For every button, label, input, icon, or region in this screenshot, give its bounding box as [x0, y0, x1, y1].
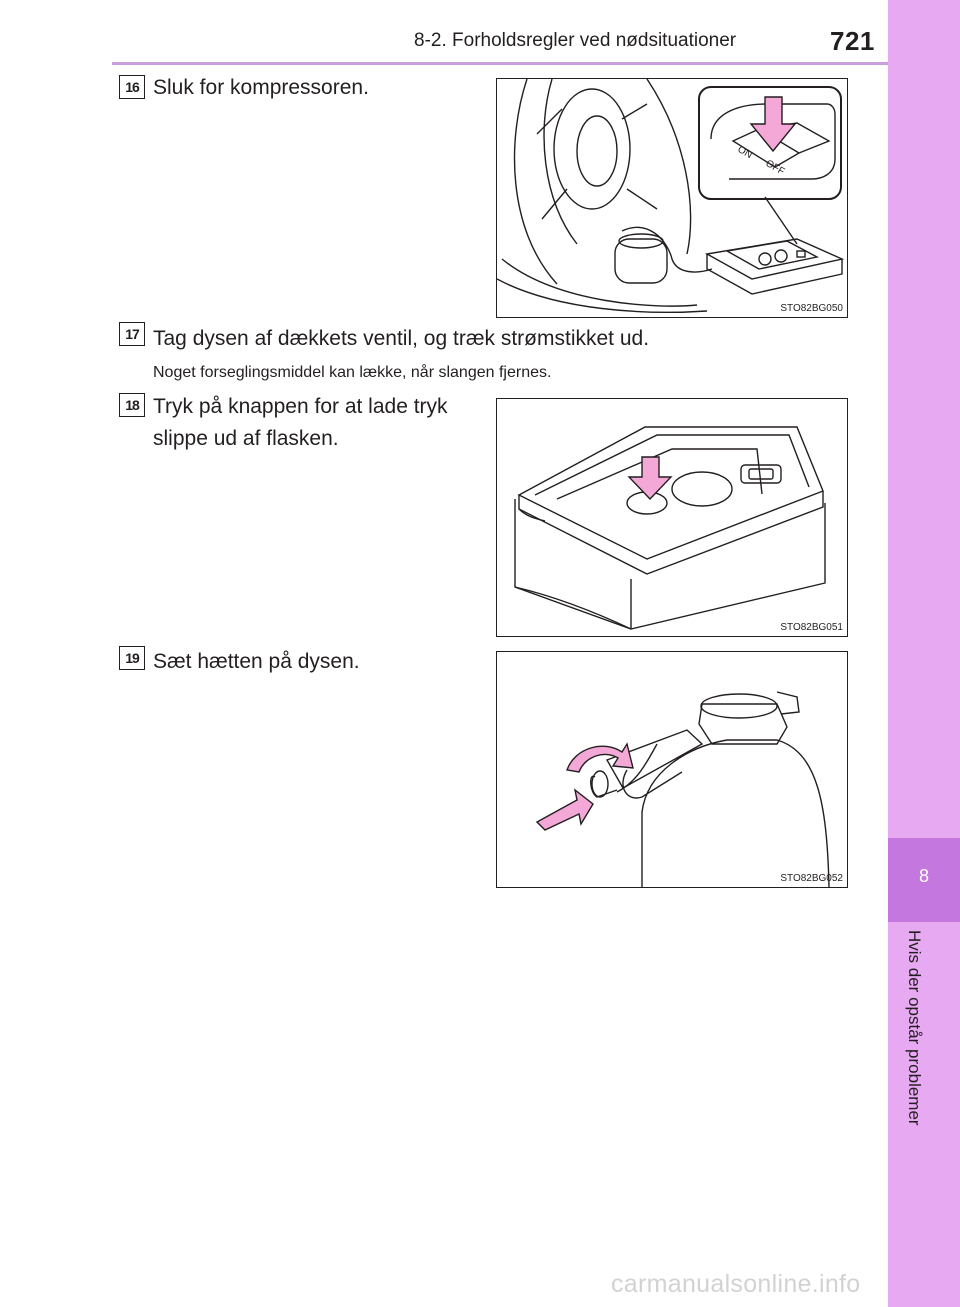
step-16-badge: 16: [119, 75, 145, 99]
chapter-title: Hvis der opstår problemer: [905, 930, 924, 1126]
figure-code: STO82BG051: [780, 622, 843, 633]
figure-cap-nozzle: [496, 651, 848, 888]
figure-pressure-release: [496, 398, 848, 637]
cap-nozzle-illustration: [497, 652, 847, 887]
step-18-text-line2: slippe ud af flasken.: [153, 427, 339, 450]
step-16-text: Sluk for kompressoren.: [153, 76, 369, 99]
push-arrow-icon: [537, 790, 593, 830]
chapter-side-tab: [888, 0, 960, 1307]
step-17-text: Tag dysen af dækkets ventil, og træk strømstikket ud.: [153, 327, 650, 350]
rotate-arrow-icon: [567, 744, 633, 772]
pressure-release-illustration: [497, 399, 847, 636]
switch-on-label: ON: [735, 144, 754, 162]
press-arrow-icon: [751, 97, 795, 151]
step-18-badge: 18: [119, 393, 145, 417]
switch-off-label: OFF: [763, 158, 787, 178]
compressor-switch-illustration: [497, 79, 847, 317]
section-header: 8-2. Forholdsregler ved nødsituationer: [414, 30, 737, 51]
figure-code: STO82BG052: [780, 873, 843, 884]
step-18-text-line1: Tryk på knappen for at lade tryk: [153, 395, 448, 418]
figure-compressor-switch: [496, 78, 848, 318]
step-19-text: Sæt hætten på dysen.: [153, 650, 360, 673]
header-divider: [112, 62, 888, 65]
step-19-badge: 19: [119, 646, 145, 670]
figure-code: STO82BG050: [780, 303, 843, 314]
press-arrow-icon: [629, 457, 671, 499]
watermark: carmanualsonline.info: [611, 1270, 861, 1298]
chapter-number: 8: [918, 866, 929, 886]
step-17-note: Noget forseglingsmiddel kan lække, når slangen fjernes.: [153, 364, 552, 381]
page-number: 721: [830, 26, 875, 56]
step-17-badge: 17: [119, 322, 145, 346]
